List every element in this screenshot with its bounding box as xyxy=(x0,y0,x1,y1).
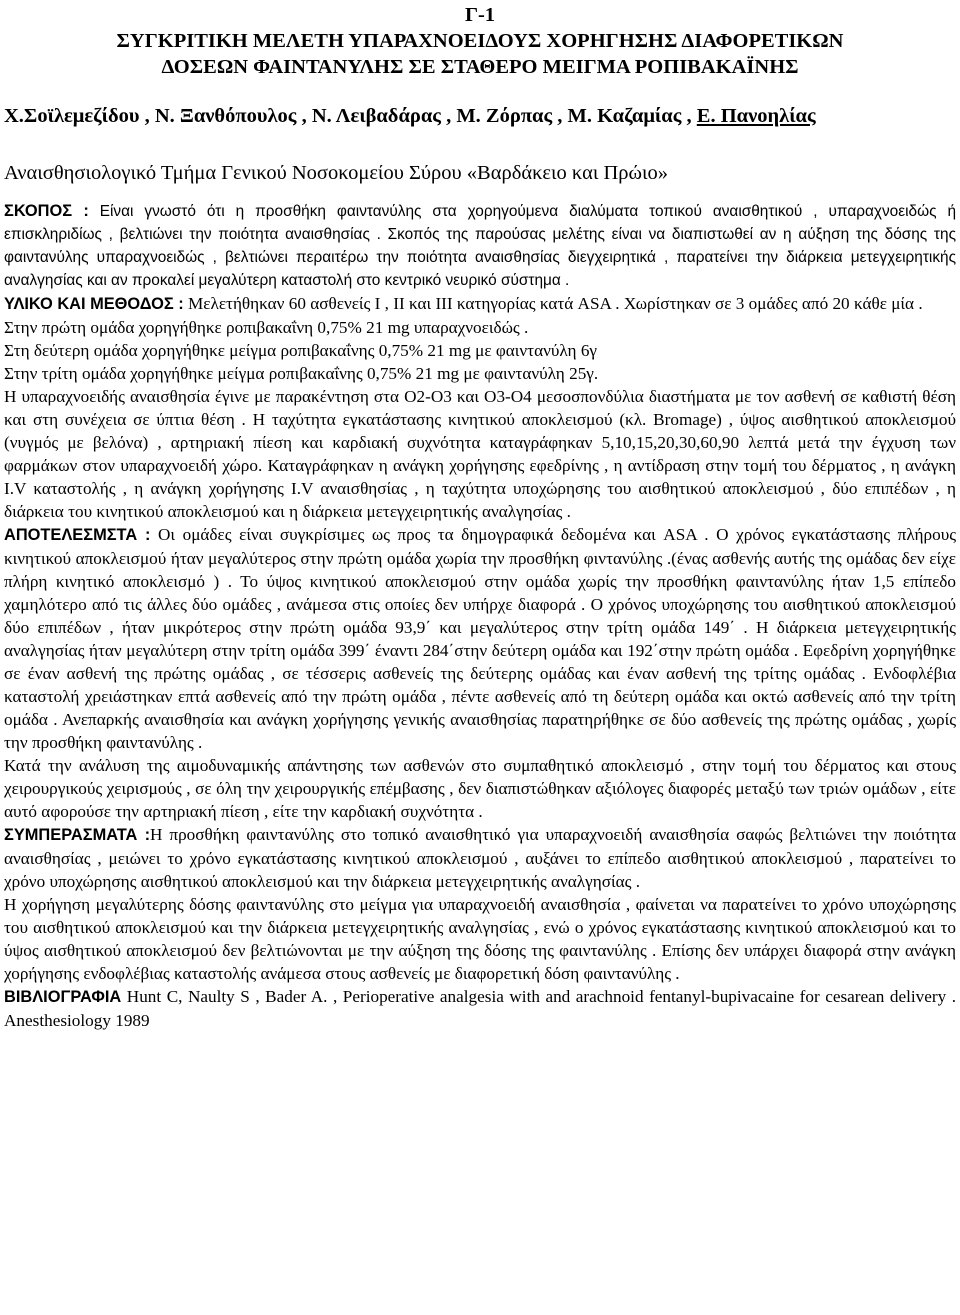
conclusions-dose: Η χορήγηση μεγαλύτερης δόσης φαιντανύλης στο μείγμα για υπαραχνοειδή αναισθησία , φαίνεται να παρατείνει το χρόνο υποχώρησης του αισθητικού αποκλεισμού και την διάρκεια μετεγχειρητικής αναλγησίας , ενώ ο χρόνος εγκατάστασης κινητικού αποκλεισμού και το ύψος αισθητικού αποκλεισμού δεν βελτιώνονται με την αύξηση της δόσης της φαιντανύλης . Επίσης δεν υπάρχει διαφορά στην ανάγκη χορήγησης ενδοφλέβιας καταστολής ανάμεσα στους ασθενείς με διαφορετική δόση φαιντανύλης . xyxy=(4,895,956,983)
methods-section xyxy=(4,292,956,523)
conclusions-text: Η προσθήκη φαιντανύλης στο τοπικό αναισθητικό για υπαραχνοειδή αναισθησία σαφώς βελτιώνει την ποιότητα αναισθησίας , μειώνει το χρόνο εγκατάστασης κινητικού αποκλεισμού , αυξάνει το επίπεδο αισθητικού αποκλεισμού , παρατείνει το χρόνο υποχώρησης αισθητικού αποκλεισμού και την διάρκεια μετεγχειρητικής αναλγησίας . xyxy=(4,825,956,891)
aim-label: ΣΚΟΠΟΣ : xyxy=(4,202,89,220)
conclusions-main xyxy=(4,823,956,893)
methods-procedure: Η υπαραχνοειδής αναισθησία έγινε με παρακέντηση στα Ο2-Ο3 και Ο3-Ο4 μεσοσπονδύλια διαστήματα με τον ασθενή σε καθιστή θέση και στη συνέχεια σε ύπτια θέση . Η ταχύτητα εγκατάστασης κινητικού αποκλεισμού (κλ. Bromage) , ύψος αισθητικού αποκλεισμού (νυγμός με βελόνα) , αρτηριακή πίεση και καρδιακή συχνότητα καταγράφηκαν 5,10,15,20,30,60,90 λεπτά μετά την έγχυση των φαρμάκων στον υπαραχνοειδή χώρο. Καταγράφηκαν η ανάγκη χορήγησης εφεδρίνης , η αντίδραση στην τομή του δέρματος , η ανάγκη Ι.V καταστολής , η ανάγκη χορήγησης Ι.V αναισθησίας , η ταχύτητα υποχώρησης του αισθητικού αποκλεισμού , δύο επιπέδων , η διάρκεια του κινητικού αποκλεισμού και η διάρκεια μετεγχειρητικής αναλγησίας . xyxy=(4,387,956,521)
abstract-document xyxy=(4,0,956,1032)
presenting-author: Ε. Πανοηλίας xyxy=(696,105,816,127)
results-hemodynamics: Κατά την ανάλυση της αιμοδυναμικής απάντησης των ασθενών στο συμπαθητικό αποκλεισμό , στην τομή του δέρματος και στους χειρουργικούς χειρισμούς , σε όλη την χειρουργικής επέμβασης , δεν διαπιστώθηκαν αξιόλογες διαφορές μεταξύ των τριών ομάδων , είτε αυτό αφορούσε την αρτηριακή πίεση , είτε την καρδιακή συχνότητα . xyxy=(4,756,956,821)
results-main xyxy=(4,523,956,754)
affiliation: Αναισθησιολογικό Τμήμα Γενικού Νοσοκομείου Σύρου «Βαρδάκειο και Πρώιο» xyxy=(4,162,668,184)
author-names: Χ.Σοϊλεμεζίδου , Ν. Ξανθόπουλος , Ν. Λειβαδάρας , Μ. Ζόρπας , Μ. Καζαμίας , xyxy=(4,105,697,127)
title-line-1: ΣΥΓΚΡΙΤΙΚΗ ΜΕΛΕΤΗ ΥΠΑΡΑΧΝΟΕΙΔΟΥΣ ΧΟΡΗΓΗΣΗΣ ΔΙΑΦΟΡΕΤΙΚΩΝ xyxy=(116,30,844,52)
conclusions-section xyxy=(4,823,956,985)
bibliography-text: Hunt C, Naulty S , Bader A. , Perioperative analgesia with and arachnoid fentanyl-bupivacaine for cesarean delivery . Anesthesiology 1989 xyxy=(4,987,956,1030)
abstract-code: Γ-1 xyxy=(464,4,496,26)
aim-section xyxy=(4,200,956,292)
methods-group-3: Στην τρίτη ομάδα χορηγήθηκε μείγμα ροπιβακαΐνης 0,75% 21 mg με φαιντανύλη 25γ. xyxy=(4,364,599,383)
authors xyxy=(4,103,956,129)
methods-group-1: Στην πρώτη ομάδα χορηγήθηκε ροπιβακαΐνη 0,75% 21 mg υπαραχνοειδώς . xyxy=(4,318,529,337)
methods-group-2: Στη δεύτερη ομάδα χορηγήθηκε μείγμα ροπιβακαΐνης 0,75% 21 mg με φαιντανύλη 6γ xyxy=(4,341,598,360)
methods-text: Μελετήθηκαν 60 ασθενείς Ι , ΙΙ και ΙΙΙ κατηγορίας κατά ASA . Χωρίστηκαν σε 3 ομάδες από 20 κάθε μία . xyxy=(183,294,923,313)
results-text: Οι ομάδες είναι συγκρίσιμες ως προς τα δημογραφικά δεδομένα και ASA . Ο χρόνος εγκατάστασης πλήρους κινητικού αποκλεισμού ήταν μεγαλύτερος στην πρώτη ομάδα χωρία την προσθήκη φιντανύλης .(ένας ασθενής αυτής της ομάδας δεν είχε πλήρη κινητικό αποκλεισμό ) . Το ύψος κινητικού αποκλεισμού στην ομάδα χωρίς την προσθήκη φαιντανύλης ήταν 1,5 επίπεδο χαμηλότερο από τις άλλες δύο ομάδες , ανάμεσα στις οποίες δεν υπήρχε διαφορά . Ο χρόνος υποχώρησης του αισθητικού αποκλεισμού δύο επιπέδων , ήταν μικρότερος στην πρώτη ομάδα 93,9΄ και μεγαλύτερος στην τρίτη ομάδα 149΄ . Η διάρκεια μετεγχειρητικής αναλγησίας ήταν μεγαλύτερη στην τρίτη ομάδα 399΄ έναντι 284΄στην δεύτερη ομάδα και 192΄στην πρώτη ομάδα . Εφεδρίνη χορηγήθηκε σε έναν ασθενή της πρώτης ομάδας , σε τέσσερις ασθενείς της δεύτερης ομάδας και έναν ασθενή της τρίτης ομάδας . Ενδοφλέβια καταστολή χρειάστηκαν επτά ασθενείς από την πρώτη ομάδα , πέντε ασθενείς από τη δεύτερη ομάδα και οκτώ ασθενείς από την τρίτη ομάδα . Ανεπαρκής αναισθησία και ανάγκη χορήγησης γενικής αναισθησίας παρατηρήθηκε σε δύο ασθενείς της πρώτης ομάδας , χωρίς την προσθήκη φαιντανύλης . xyxy=(4,525,957,752)
results-label: ΑΠΟΤΕΛΕΣΜΣΤΑ : xyxy=(4,526,151,544)
title-line-2: ΔΟΣΕΩΝ ΦΑΙΝΤΑΝΥΛΗΣ ΣΕ ΣΤΑΘΕΡΟ ΜΕΙΓΜΑ ΡΟΠΙΒΑΚΑΪΝΗΣ xyxy=(161,56,799,78)
results-section xyxy=(4,523,956,823)
bibliography-label: ΒΙΒΛΙΟΓΡΑΦΙΑ xyxy=(4,988,122,1006)
methods-intro xyxy=(4,292,956,316)
aim-text: Είναι γνωστό ότι η προσθήκη φαιντανύλης στα χορηγούμενα διαλύματα τοπικού αναισθητικού , υπαραχνοειδώς ή επισκληριδίως , βελτιώνει την ποιότητα αναισθησίας . Σκοπός της παρούσας μελέτης είναι να διαπιστωθεί αν η αύξηση της δόσης της φαιντανύλης υπαραχνοειδώς , βελτιώνει περαιτέρω την ποιότητα αναισθησίας διεγχειρητικά , παρατείνει την διάρκεια μετεγχειρητικής αναλγησίας και αν προκαλεί μεγαλύτερη καταστολή στο κεντρικό νευρικό σύστημα . xyxy=(4,203,957,289)
bibliography-section xyxy=(4,985,956,1032)
title-block xyxy=(4,2,956,80)
methods-label: ΥΛΙΚΟ ΚΑΙ ΜΕΘΟΔΟΣ : xyxy=(4,295,184,313)
conclusions-label: ΣΥΜΠΕΡΑΣΜΑΤΑ : xyxy=(4,826,151,844)
